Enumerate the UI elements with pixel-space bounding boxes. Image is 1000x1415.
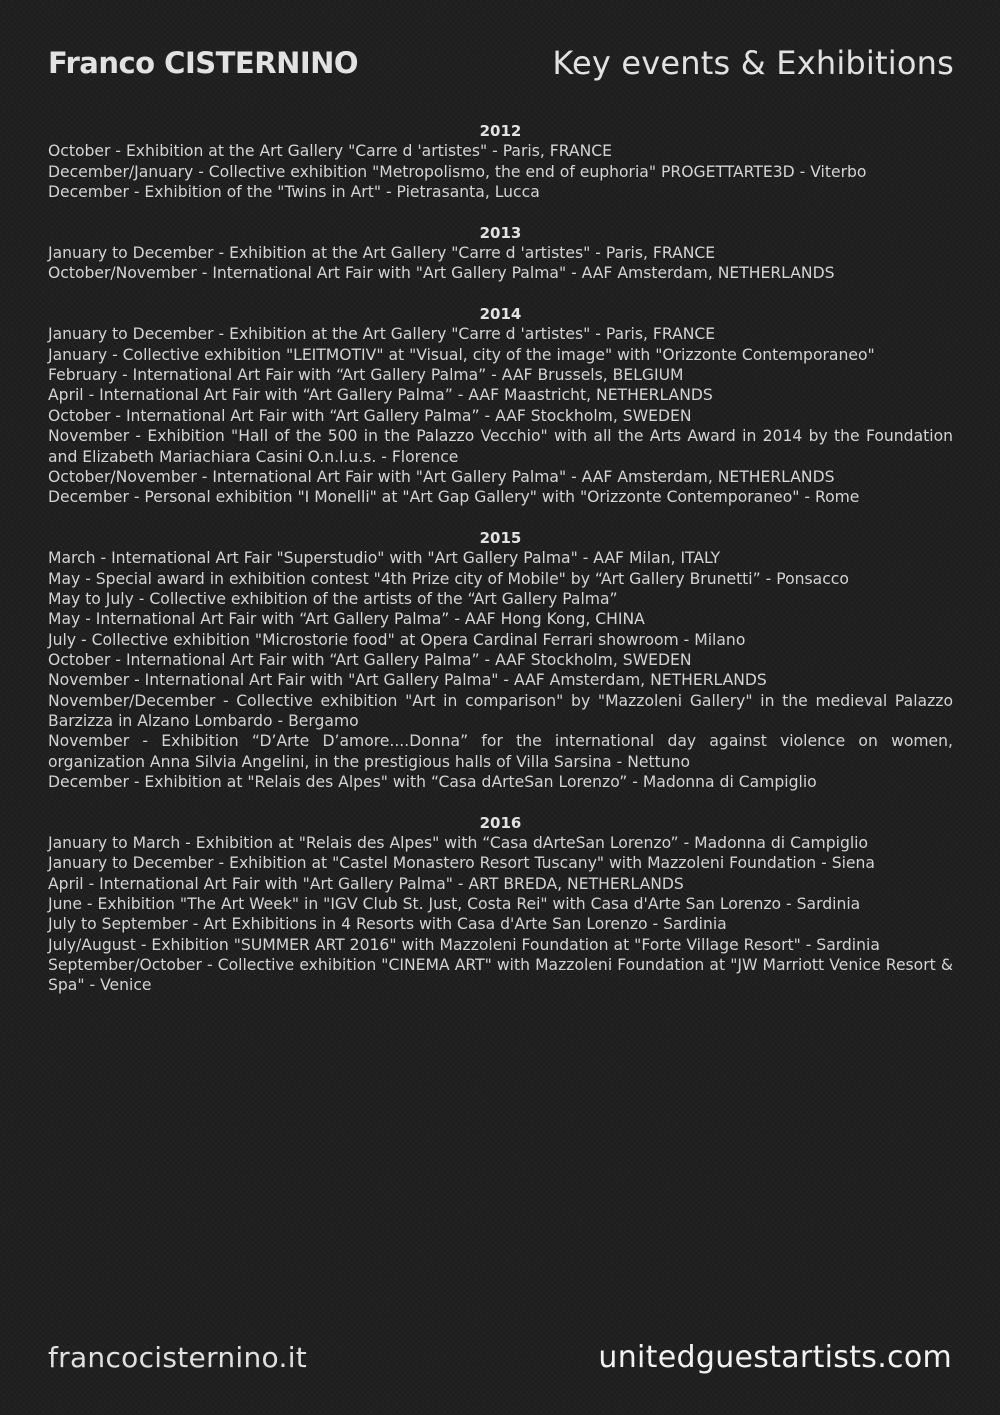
artist-website-link[interactable]: francocisternino.it	[48, 1340, 308, 1374]
page-footer	[48, 1335, 952, 1379]
event-item: October/November - International Art Fair with "Art Gallery Palma" - AAF Amsterdam, NETHERLANDS	[48, 467, 835, 486]
year-section-2016	[48, 813, 953, 996]
artist-name: Franco CISTERNINO	[48, 46, 359, 80]
year-heading: 2012	[479, 122, 522, 140]
event-item: July - Collective exhibition "Microstorie food" at Opera Cardinal Ferrari showroom - Milano	[48, 630, 746, 649]
event-item: May - Special award in exhibition contest "4th Prize city of Mobile" by “Art Gallery Brunetti” - Ponsacco	[48, 569, 849, 588]
event-item: November/December - Collective exhibition "Art in comparison" by "Mazzoleni Gallery" in the medieval Palazzo Barzizza in Alzano Lombardo - Bergamo	[48, 691, 953, 730]
events-list	[48, 121, 953, 1016]
event-item: July/August - Exhibition "SUMMER ART 2016" with Mazzoleni Foundation at "Forte Village Resort" - Sardinia	[48, 935, 880, 954]
year-section-2012	[48, 121, 953, 202]
event-item: September/October - Collective exhibition "CINEMA ART" with Mazzoleni Foundation at "JW Marriott Venice Resort & Spa" - Venice	[48, 956, 953, 995]
year-heading: 2016	[479, 813, 522, 832]
event-item: January to March - Exhibition at "Relais des Alpes" with “Casa dArteSan Lorenzo” - Madonna di Campiglio	[48, 834, 869, 853]
event-item: April - International Art Fair with "Art Gallery Palma" - ART BREDA, NETHERLANDS	[48, 874, 684, 893]
year-heading: 2015	[479, 528, 522, 547]
event-item: January to December - Exhibition at "Castel Monastero Resort Tuscany" with Mazzoleni Foundation - Siena	[48, 854, 875, 873]
event-item: March - International Art Fair "Superstudio" with "Art Gallery Palma" - AAF Milan, ITALY	[48, 549, 721, 568]
year-section-2014	[48, 304, 953, 507]
event-item: October/November - International Art Fair with "Art Gallery Palma" - AAF Amsterdam, NETHERLANDS	[48, 264, 835, 283]
gallery-website-link[interactable]: unitedguestartists.com	[598, 1339, 952, 1375]
event-item: October - International Art Fair with “Art Gallery Palma” - AAF Stockholm, SWEDEN	[48, 650, 692, 669]
event-item: November - Exhibition “D’Arte D’amore....Donna” for the international day against violence on women, organization Anna Silvia Angelini, in the prestigious halls of Villa Sarsina - Nettuno	[48, 732, 953, 771]
event-item: January to December - Exhibition at the Art Gallery "Carre d 'artistes" - Paris, FRANCE	[48, 244, 716, 263]
page-header	[48, 38, 954, 88]
event-item: July to September - Art Exhibitions in 4 Resorts with Casa d'Arte San Lorenzo - Sardinia	[48, 915, 727, 934]
year-section-2013	[48, 223, 953, 284]
event-item: January to December - Exhibition at the Art Gallery "Carre d 'artistes" - Paris, FRANCE	[48, 325, 716, 344]
event-item: October - International Art Fair with “Art Gallery Palma” - AAF Stockholm, SWEDEN	[48, 406, 692, 425]
event-item: December - Exhibition at "Relais des Alpes" with “Casa dArteSan Lorenzo” - Madonna di Campiglio	[48, 773, 817, 791]
page-title: Key events & Exhibitions	[552, 44, 954, 82]
event-item: May to July - Collective exhibition of the artists of the “Art Gallery Palma”	[48, 589, 618, 608]
event-item: February - International Art Fair with “Art Gallery Palma” - AAF Brussels, BELGIUM	[48, 366, 684, 385]
event-item: December/January - Collective exhibition "Metropolismo, the end of euphoria" PROGETTARTE3D - Viterbo	[48, 162, 867, 181]
year-heading: 2013	[479, 223, 522, 242]
event-item: May - International Art Fair with “Art Gallery Palma” - AAF Hong Kong, CHINA	[48, 610, 645, 629]
event-item: October - Exhibition at the Art Gallery "Carre d 'artistes" - Paris, FRANCE	[48, 142, 613, 161]
event-item: April - International Art Fair with “Art Gallery Palma” - AAF Maastricht, NETHERLANDS	[48, 386, 713, 405]
event-item: December - Personal exhibition "I Monelli" at "Art Gap Gallery" with "Orizzonte Contemporaneo" - Rome	[48, 488, 860, 507]
event-item: November - Exhibition "Hall of the 500 in the Palazzo Vecchio" with all the Arts Award in 2014 by the Foundation and Elizabeth Mariachiara Casini O.n.l.u.s. - Florence	[48, 427, 953, 466]
event-item: June - Exhibition "The Art Week" in "IGV Club St. Just, Costa Rei" with Casa d'Arte San Lorenzo - Sardinia	[48, 895, 861, 914]
event-item: November - International Art Fair with "Art Gallery Palma" - AAF Amsterdam, NETHERLANDS	[48, 671, 767, 690]
event-item: January - Collective exhibition "LEITMOTIV" at "Visual, city of the image" with "Orizzonte Contemporaneo"	[48, 345, 875, 364]
event-item: December - Exhibition of the "Twins in Art" - Pietrasanta, Lucca	[48, 183, 540, 202]
year-section-2015	[48, 528, 953, 792]
year-heading: 2014	[479, 305, 522, 324]
